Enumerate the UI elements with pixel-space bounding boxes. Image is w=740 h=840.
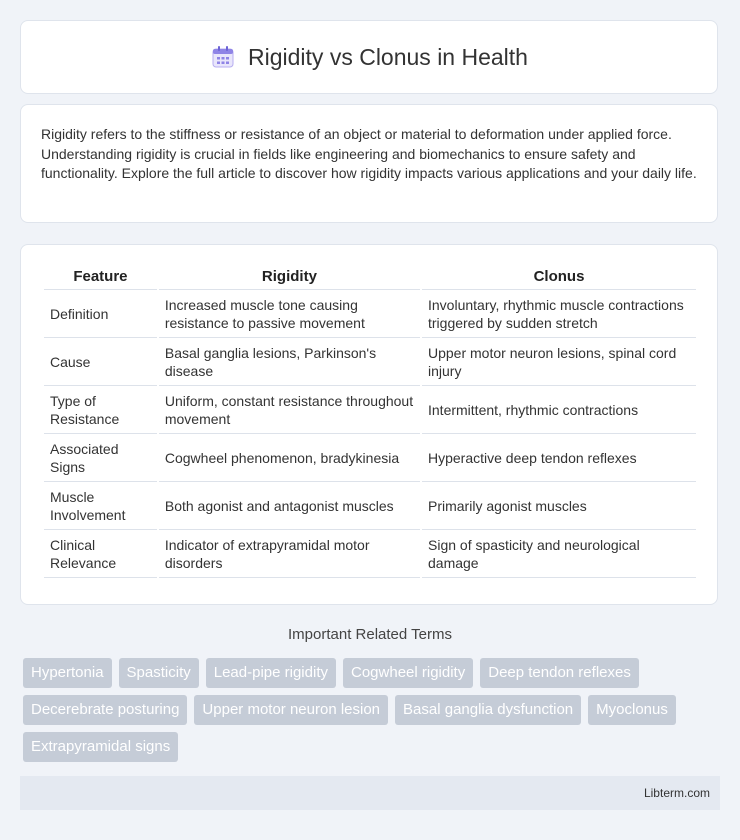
related-terms-list bbox=[23, 658, 723, 762]
row-feature: Muscle Involvement bbox=[44, 482, 157, 530]
table-row bbox=[44, 482, 696, 530]
intro-card bbox=[20, 104, 718, 223]
comparison-card bbox=[20, 244, 718, 605]
row-rigidity: Basal ganglia lesions, Parkinson's disease bbox=[159, 338, 420, 386]
tag-deep-tendon-reflexes[interactable]: Deep tendon reflexes bbox=[480, 658, 639, 688]
tag-decerebrate-posturing[interactable]: Decerebrate posturing bbox=[23, 695, 187, 725]
row-clonus: Sign of spasticity and neurological damage bbox=[422, 530, 696, 578]
table-row bbox=[44, 530, 696, 578]
header-clonus: Clonus bbox=[422, 263, 696, 290]
row-clonus: Hyperactive deep tendon reflexes bbox=[422, 434, 696, 482]
row-feature: Definition bbox=[44, 290, 157, 338]
row-rigidity: Cogwheel phenomenon, bradykinesia bbox=[159, 434, 420, 482]
tag-basal-ganglia-dysfunction[interactable]: Basal ganglia dysfunction bbox=[395, 695, 581, 725]
row-feature: Clinical Relevance bbox=[44, 530, 157, 578]
tag-hypertonia[interactable]: Hypertonia bbox=[23, 658, 112, 688]
header-rigidity: Rigidity bbox=[159, 263, 420, 290]
table-row bbox=[44, 290, 696, 338]
tag-cogwheel-rigidity[interactable]: Cogwheel rigidity bbox=[343, 658, 473, 688]
page-title: Rigidity vs Clonus in Health bbox=[248, 43, 528, 70]
row-rigidity: Indicator of extrapyramidal motor disorders bbox=[159, 530, 420, 578]
tag-lead-pipe-rigidity[interactable]: Lead-pipe rigidity bbox=[206, 658, 336, 688]
row-clonus: Involuntary, rhythmic muscle contractions triggered by sudden stretch bbox=[422, 290, 696, 338]
comparison-table bbox=[42, 263, 698, 578]
tag-spasticity[interactable]: Spasticity bbox=[119, 658, 199, 688]
footer bbox=[20, 776, 720, 810]
table-row bbox=[44, 434, 696, 482]
table-header-row bbox=[44, 263, 696, 290]
tag-myoclonus[interactable]: Myoclonus bbox=[588, 695, 676, 725]
header-card bbox=[20, 20, 718, 94]
row-feature: Associated Signs bbox=[44, 434, 157, 482]
row-clonus: Intermittent, rhythmic contractions bbox=[422, 386, 696, 434]
row-feature: Type of Resistance bbox=[44, 386, 157, 434]
row-rigidity: Uniform, constant resistance throughout movement bbox=[159, 386, 420, 434]
calendar-icon bbox=[210, 44, 236, 70]
tag-upper-motor-neuron-lesion[interactable]: Upper motor neuron lesion bbox=[194, 695, 388, 725]
tag-extrapyramidal-signs[interactable]: Extrapyramidal signs bbox=[23, 732, 178, 762]
row-rigidity: Both agonist and antagonist muscles bbox=[159, 482, 420, 530]
table-row bbox=[44, 338, 696, 386]
intro-text: Rigidity refers to the stiffness or resistance of an object or material to deformation under applied force. Understanding rigidity is crucial in fields like engineering and biomechanics to ensure safety and functionality. Explore the full article to discover how rigidity impacts various applications and your daily life. bbox=[41, 126, 697, 181]
row-feature: Cause bbox=[44, 338, 157, 386]
related-terms-title: Important Related Terms bbox=[288, 626, 452, 643]
row-rigidity: Increased muscle tone causing resistance to passive movement bbox=[159, 290, 420, 338]
footer-site-link[interactable]: Libterm.com bbox=[643, 786, 710, 800]
row-clonus: Primarily agonist muscles bbox=[422, 482, 696, 530]
row-clonus: Upper motor neuron lesions, spinal cord injury bbox=[422, 338, 696, 386]
table-row bbox=[44, 386, 696, 434]
header-feature: Feature bbox=[44, 263, 157, 290]
